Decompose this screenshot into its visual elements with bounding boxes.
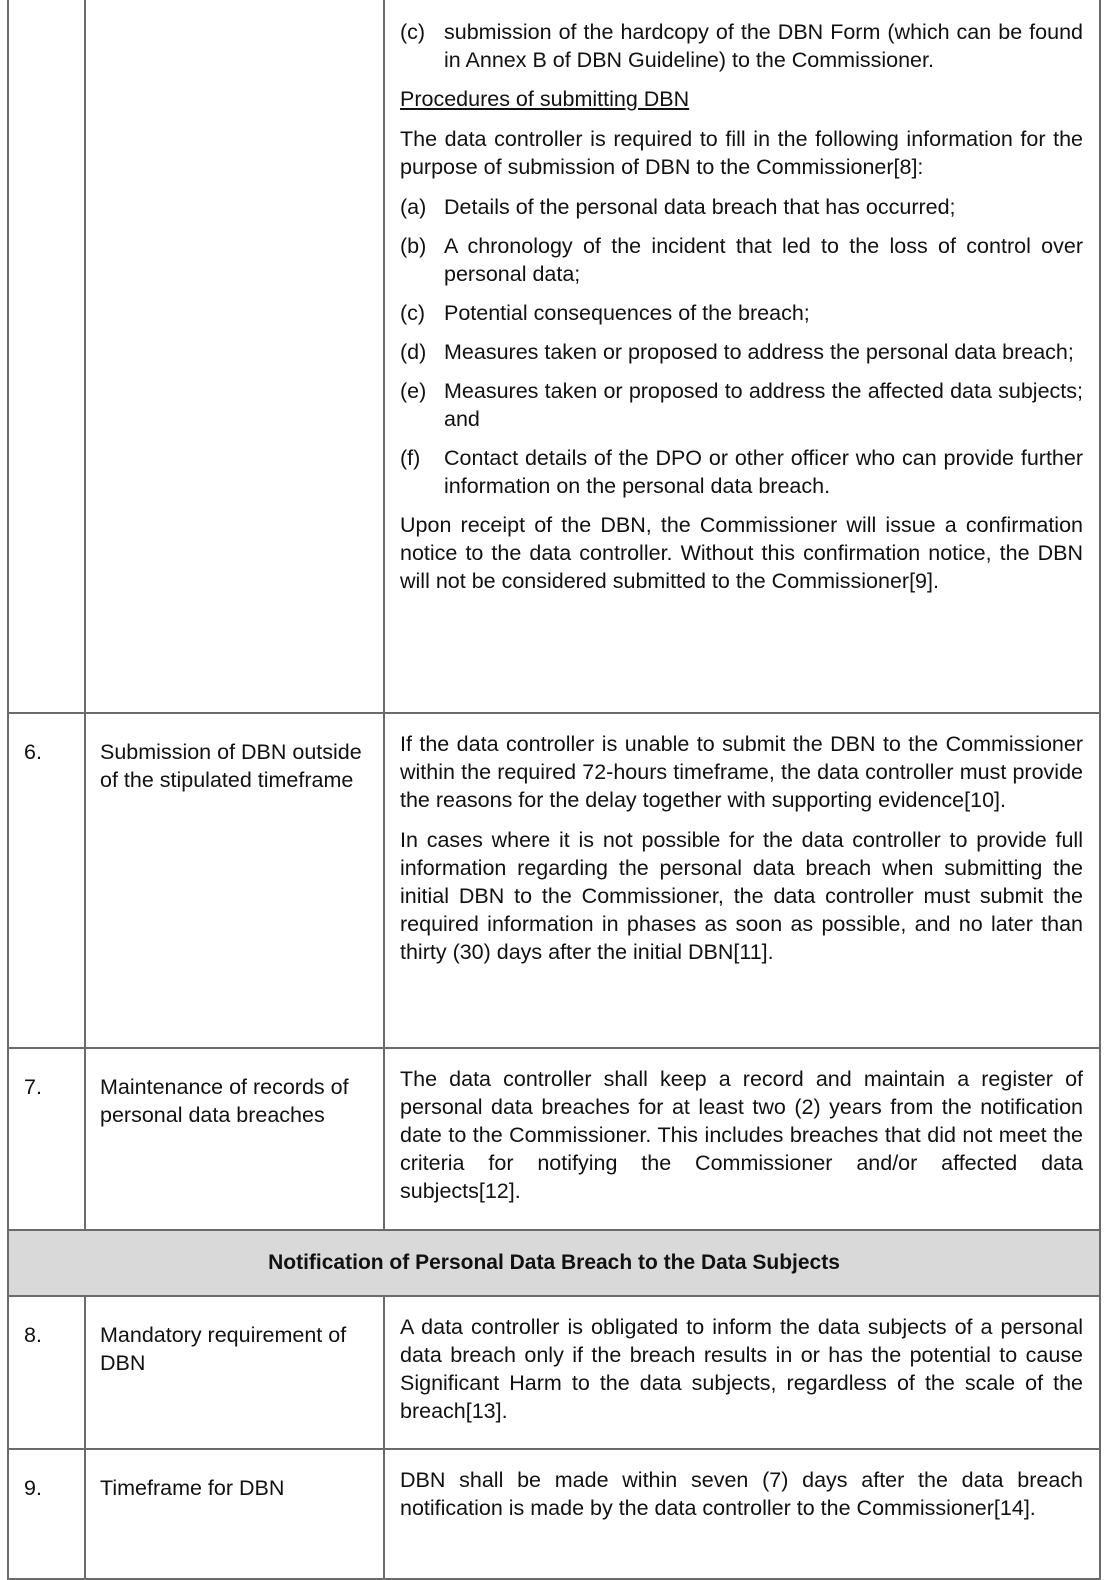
list-item-text: submission of the hardcopy of the DBN Form (which can be found in Annex B of DBN Guideline) to the Commissioner.: [444, 20, 1083, 72]
list-item-text: Details of the personal data breach that has occurred;: [444, 195, 956, 219]
paragraph: The data controller shall keep a record and maintain a register of personal data breaches for at least two (2) years from the notification date to the Commissioner. This includes breaches that did not meet the criteria for notifying the Commissioner and/or affected data subjects[12].: [400, 1067, 1083, 1203]
list-item-text: Contact details of the DPO or other officer who can provide further information on the personal data breach.: [444, 446, 1083, 498]
list-item-label: (e): [400, 379, 427, 403]
list-item: [400, 232, 1083, 288]
row-title-cell: Mandatory requirement of DBN: [85, 1296, 384, 1449]
list-item: [400, 18, 1083, 74]
paragraph: DBN shall be made within seven (7) days after the data breach notification is made by the data controller to the Commissioner[14].: [400, 1468, 1083, 1520]
subheading: Procedures of submitting DBN: [400, 87, 690, 111]
list-item: [400, 338, 1083, 366]
list-item-label: (a): [400, 195, 427, 219]
list-item: [400, 377, 1083, 433]
row-title-cell: Timeframe for DBN: [85, 1449, 384, 1579]
paragraph: If the data controller is unable to submit the DBN to the Commissioner within the required 72-hours timeframe, the data controller must provide the reasons for the delay together with supporting evidence[10].: [400, 732, 1083, 812]
section-heading-row: [8, 1230, 1100, 1296]
dbn-requirements-table: [7, 0, 1101, 1580]
list-item-text: Potential consequences of the breach;: [444, 301, 810, 325]
row-title-cell: [85, 0, 384, 713]
row-body-cell: [384, 1048, 1100, 1230]
table-row: [8, 713, 1100, 1048]
paragraph: In cases where it is not possible for the data controller to provide full information regarding the personal data breach when submitting the initial DBN to the Commissioner, the data controller must submit the required information in phases as soon as possible, and no later than thirty (30) days after the initial DBN[11].: [400, 828, 1083, 964]
list-item-text: Measures taken or proposed to address the affected data subjects; and: [444, 379, 1083, 431]
row-body-cell: [384, 713, 1100, 1048]
list-item-label: (c): [400, 20, 426, 44]
table-row: [8, 1296, 1100, 1449]
list-item-text: A chronology of the incident that led to the loss of control over personal data;: [444, 234, 1083, 286]
list-item: [400, 193, 1083, 221]
paragraph: Upon receipt of the DBN, the Commissioner will issue a confirmation notice to the data controller. Without this confirmation notice, the DBN will not be considered submitted to the Commissioner[9].: [400, 513, 1083, 593]
list-item-text: Measures taken or proposed to address the personal data breach;: [444, 340, 1074, 364]
list-item-label: (f): [400, 446, 421, 470]
row-number-cell: 7.: [8, 1048, 85, 1230]
row-body-cell: [384, 1296, 1100, 1449]
list-item-label: (b): [400, 234, 427, 258]
table-row-continuation: [8, 0, 1100, 713]
row-title-cell: Maintenance of records of personal data breaches: [85, 1048, 384, 1230]
table-row: [8, 1048, 1100, 1230]
paragraph: A data controller is obligated to inform the data subjects of a personal data breach only if the breach results in or has the potential to cause Significant Harm to the data subjects, regardless of the scale of the breach[13].: [400, 1315, 1083, 1423]
list-item-label: (d): [400, 340, 427, 364]
row-number-cell: 6.: [8, 713, 85, 1048]
list-item-label: (c): [400, 301, 426, 325]
row-number-cell: [8, 0, 85, 713]
list-item: [400, 299, 1083, 327]
row-number-cell: 9.: [8, 1449, 85, 1579]
table-row: [8, 1449, 1100, 1579]
section-heading: Notification of Personal Data Breach to the Data Subjects: [8, 1230, 1100, 1296]
row-title-cell: Submission of DBN outside of the stipulated timeframe: [85, 713, 384, 1048]
row-body-cell: [384, 0, 1100, 713]
list-item: [400, 444, 1083, 500]
row-body-cell: [384, 1449, 1100, 1579]
row-number-cell: 8.: [8, 1296, 85, 1449]
paragraph: The data controller is required to fill in the following information for the purpose of submission of DBN to the Commissioner[8]:: [400, 127, 1083, 179]
